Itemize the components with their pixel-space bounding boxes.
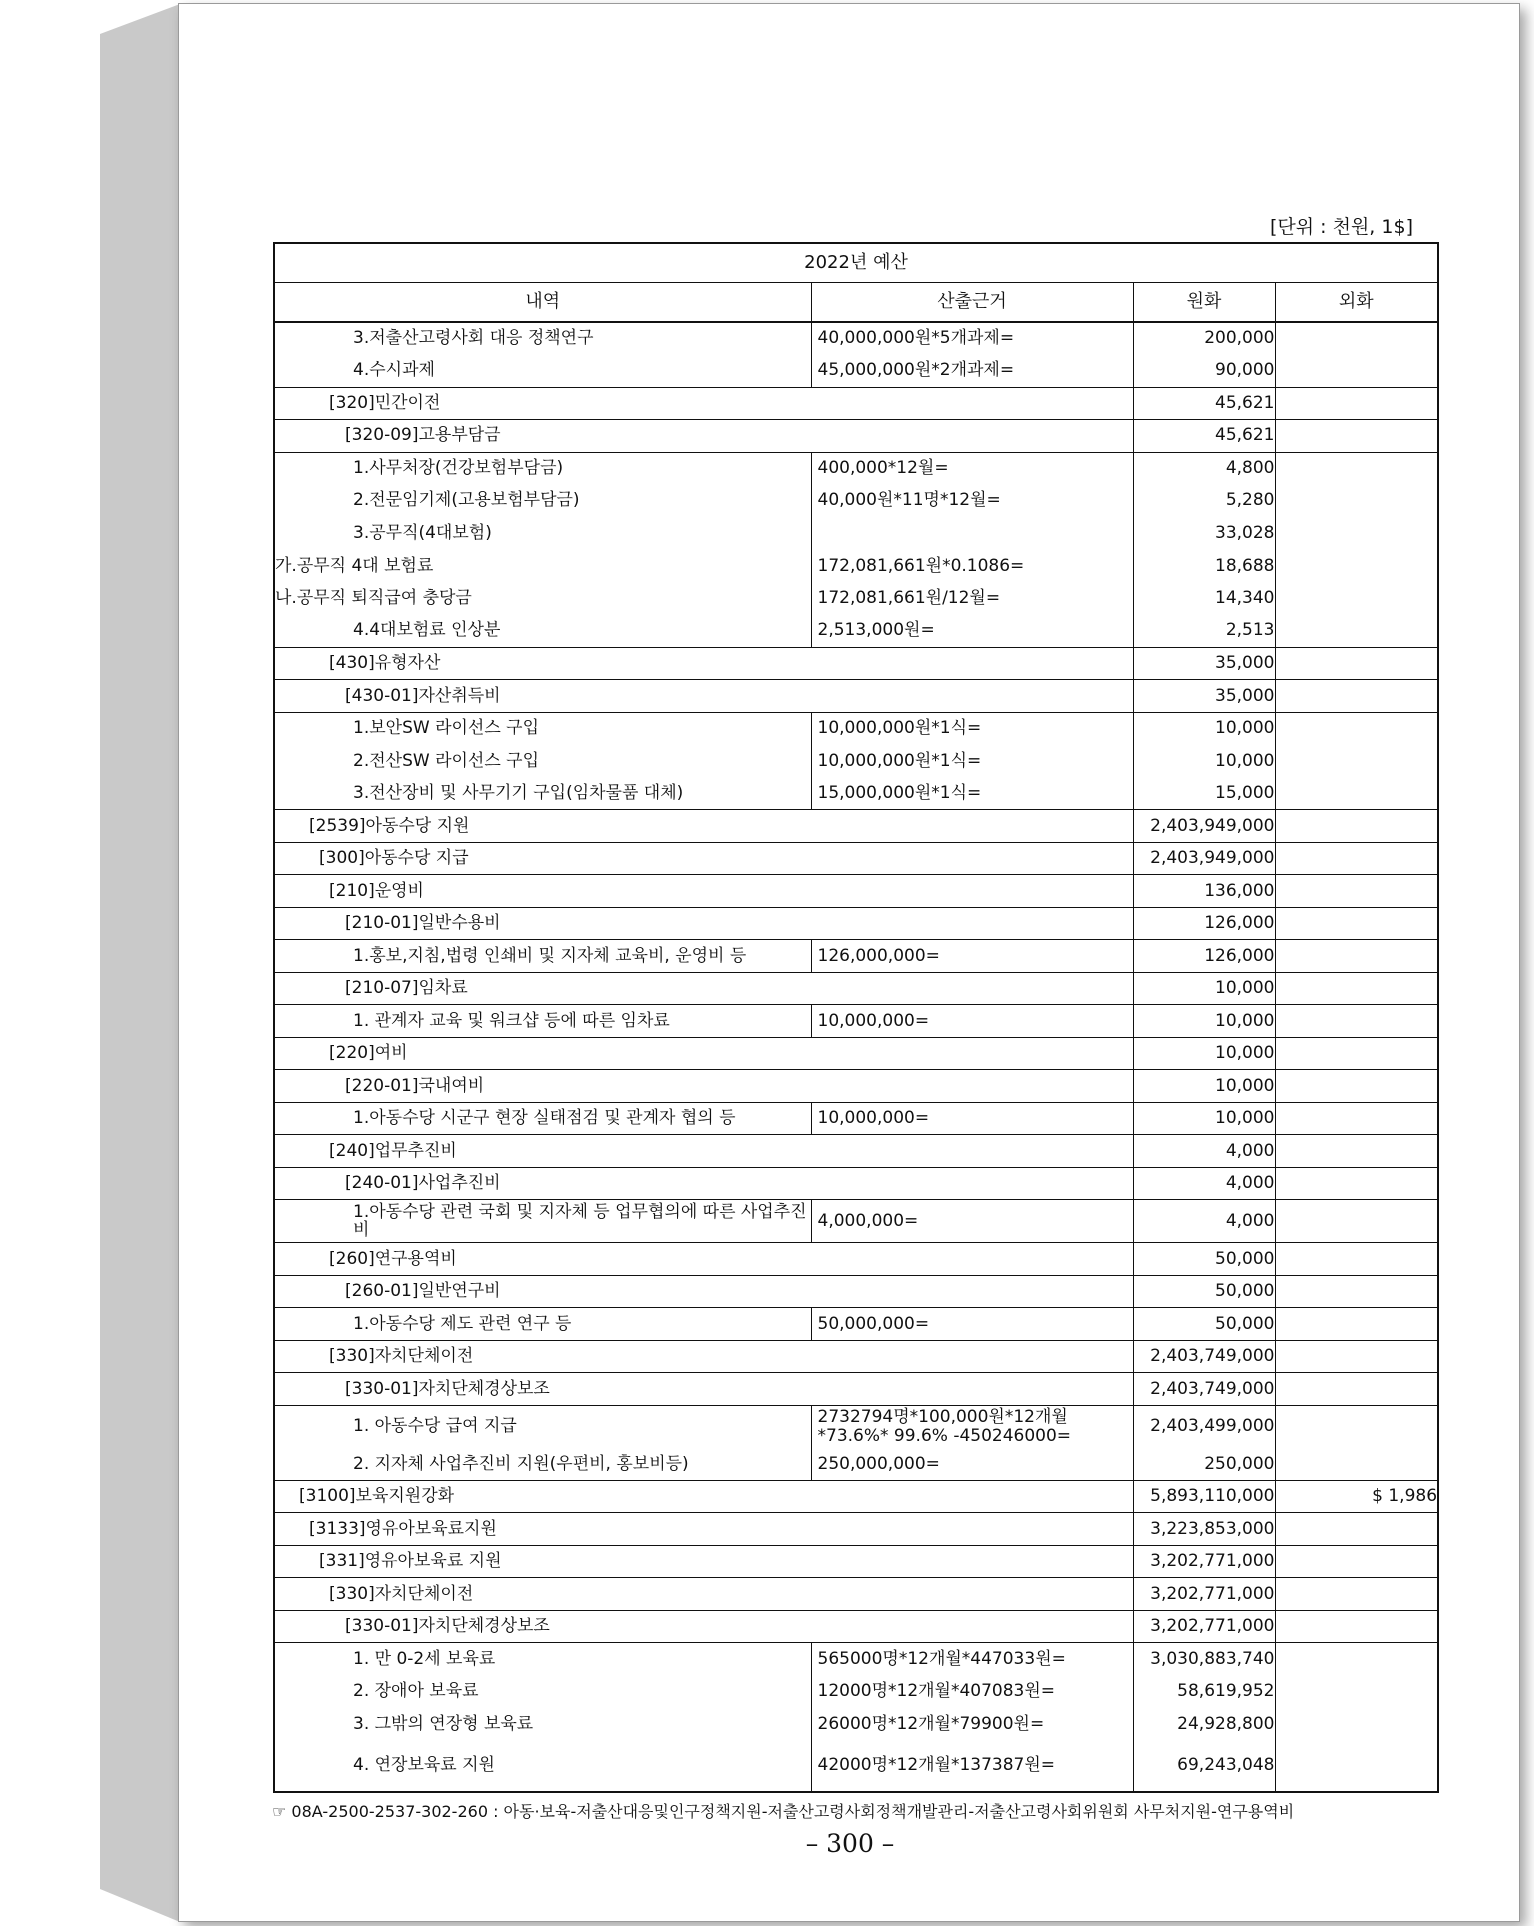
row-description: 가.공무직 4대 보험료 — [275, 555, 434, 576]
row-basis: 172,081,661원/12월= — [811, 582, 1133, 615]
table-row — [274, 1070, 1438, 1103]
row-basis: 250,000,000= — [811, 1448, 1133, 1481]
row-krw-amount: 3,030,883,740 — [1133, 1643, 1275, 1676]
row-foreign-amount — [1275, 1578, 1438, 1611]
row-krw-amount: 2,403,749,000 — [1133, 1340, 1275, 1373]
column-header-foreign: 외화 — [1275, 283, 1438, 323]
row-description: [330-01]자치단체경상보조 — [274, 1610, 1133, 1643]
row-description: [320-09]고용부담금 — [274, 420, 1133, 453]
row-foreign-amount — [1275, 745, 1438, 778]
row-description: [220]여비 — [274, 1037, 1133, 1070]
row-foreign-amount — [1275, 485, 1438, 518]
row-description: [300]아동수당 지급 — [274, 842, 1133, 875]
row-krw-amount: 5,893,110,000 — [1133, 1480, 1275, 1513]
row-foreign-amount — [1275, 420, 1438, 453]
row-basis: 400,000*12월= — [811, 452, 1133, 485]
row-basis: 10,000,000= — [811, 1005, 1133, 1038]
book-spine — [100, 4, 180, 1922]
row-description: 4.수시과제 — [353, 360, 435, 381]
row-krw-amount: 10,000 — [1133, 972, 1275, 1005]
row-foreign-amount — [1275, 1200, 1438, 1243]
row-krw-amount: 126,000 — [1133, 940, 1275, 973]
table-row — [274, 745, 1438, 778]
row-basis: 50,000,000= — [811, 1308, 1133, 1341]
row-foreign-amount — [1275, 1005, 1438, 1038]
row-foreign-amount — [1275, 1708, 1438, 1741]
row-description: [260-01]일반연구비 — [274, 1275, 1133, 1308]
row-basis: 45,000,000원*2개과제= — [811, 355, 1133, 388]
row-krw-amount: 3,202,771,000 — [1133, 1578, 1275, 1611]
row-krw-amount: 90,000 — [1133, 355, 1275, 388]
table-row — [274, 1200, 1438, 1243]
table-row — [274, 1167, 1438, 1200]
table-row — [274, 615, 1438, 648]
row-description: [430-01]자산취득비 — [274, 680, 1133, 713]
row-krw-amount: 50,000 — [1133, 1308, 1275, 1341]
row-foreign-amount — [1275, 680, 1438, 713]
row-description: 1.아동수당 제도 관련 연구 등 — [274, 1308, 811, 1341]
row-foreign-amount — [1275, 647, 1438, 680]
budget-table — [273, 242, 1439, 1793]
row-description: 1. 관계자 교육 및 워크샵 등에 따른 임차료 — [274, 1005, 811, 1038]
table-row — [274, 777, 1438, 810]
row-krw-amount: 126,000 — [1133, 907, 1275, 940]
table-row — [274, 1243, 1438, 1276]
table-row — [274, 550, 1438, 583]
row-description: [330]자치단체이전 — [274, 1578, 1133, 1611]
row-foreign-amount — [1275, 1135, 1438, 1168]
row-krw-amount: 5,280 — [1133, 485, 1275, 518]
row-foreign-amount — [1275, 1675, 1438, 1708]
table-row — [274, 1135, 1438, 1168]
row-krw-amount: 250,000 — [1133, 1448, 1275, 1481]
row-krw-amount: 2,403,949,000 — [1133, 810, 1275, 843]
row-basis: 2,513,000원= — [811, 615, 1133, 648]
row-basis: 126,000,000= — [811, 940, 1133, 973]
budget-table-body — [274, 322, 1438, 1792]
row-foreign-amount — [1275, 615, 1438, 648]
row-description: 2. 지자체 사업추진비 지원(우편비, 홍보비등) — [353, 1453, 689, 1474]
table-row — [274, 1340, 1438, 1373]
row-description: [331]영유아보육료 지원 — [274, 1545, 1133, 1578]
row-foreign-amount — [1275, 712, 1438, 745]
row-description: [330]자치단체이전 — [274, 1340, 1133, 1373]
row-krw-amount: 4,000 — [1133, 1167, 1275, 1200]
row-description: [3100]보육지원강화 — [274, 1480, 1133, 1513]
row-basis: 40,000원*11명*12월= — [811, 485, 1133, 518]
row-basis: 42000명*12개월*137387원= — [811, 1741, 1133, 1792]
row-krw-amount: 200,000 — [1133, 322, 1275, 355]
table-row — [274, 1275, 1438, 1308]
table-row — [274, 1405, 1438, 1448]
row-basis: 10,000,000원*1식= — [811, 712, 1133, 745]
row-krw-amount: 2,513 — [1133, 615, 1275, 648]
row-foreign-amount — [1275, 1243, 1438, 1276]
column-header-basis: 산출근거 — [811, 283, 1133, 323]
row-foreign-amount — [1275, 1070, 1438, 1103]
row-foreign-amount — [1275, 1448, 1438, 1481]
row-description: [220-01]국내여비 — [274, 1070, 1133, 1103]
row-description: 1.사무처장(건강보험부담금) — [274, 452, 811, 485]
table-row — [274, 875, 1438, 908]
row-foreign-amount — [1275, 940, 1438, 973]
row-basis: 15,000,000원*1식= — [811, 777, 1133, 810]
row-description: [240-01]사업추진비 — [274, 1167, 1133, 1200]
table-row — [274, 1308, 1438, 1341]
row-description: 3.전산장비 및 사무기기 구입(임차물품 대체) — [353, 782, 684, 803]
row-description: [260]연구용역비 — [274, 1243, 1133, 1276]
table-row — [274, 420, 1438, 453]
row-foreign-amount — [1275, 1643, 1438, 1676]
table-row — [274, 322, 1438, 355]
row-foreign-amount — [1275, 842, 1438, 875]
footnote: ☞ 08A-2500-2537-302-260 : 아동·보육-저출산대응및인구정책지원-저출산고령사회정책개발관리-저출산고령사회위원회 사무처지원-연구용역비 — [272, 1802, 1295, 1821]
row-foreign-amount — [1275, 1610, 1438, 1643]
row-krw-amount: 24,928,800 — [1133, 1708, 1275, 1741]
table-row — [274, 582, 1438, 615]
row-basis: 10,000,000원*1식= — [811, 745, 1133, 778]
row-krw-amount: 10,000 — [1133, 1005, 1275, 1038]
row-krw-amount: 3,223,853,000 — [1133, 1513, 1275, 1546]
row-krw-amount: 2,403,749,000 — [1133, 1373, 1275, 1406]
row-foreign-amount — [1275, 972, 1438, 1005]
row-krw-amount: 69,243,048 — [1133, 1741, 1275, 1792]
row-description: 4.4대보험료 인상분 — [353, 620, 501, 641]
row-krw-amount: 33,028 — [1133, 517, 1275, 550]
row-foreign-amount — [1275, 355, 1438, 388]
row-krw-amount: 3,202,771,000 — [1133, 1610, 1275, 1643]
table-row — [274, 842, 1438, 875]
row-foreign-amount — [1275, 550, 1438, 583]
row-krw-amount: 4,000 — [1133, 1135, 1275, 1168]
row-description: 1.아동수당 관련 국회 및 지자체 등 업무협의에 따른 사업추진비 — [274, 1200, 811, 1243]
row-basis: 10,000,000= — [811, 1102, 1133, 1135]
row-krw-amount: 50,000 — [1133, 1243, 1275, 1276]
row-foreign-amount — [1275, 1545, 1438, 1578]
row-description: [330-01]자치단체경상보조 — [274, 1373, 1133, 1406]
row-description: [210-07]임차료 — [274, 972, 1133, 1005]
table-row — [274, 1373, 1438, 1406]
year-header: 2022년 예산 — [274, 243, 1438, 283]
row-foreign-amount — [1275, 582, 1438, 615]
row-krw-amount: 4,800 — [1133, 452, 1275, 485]
table-row — [274, 1480, 1438, 1513]
row-description: 2. 장애아 보육료 — [353, 1681, 479, 1702]
table-row — [274, 1708, 1438, 1741]
row-description: 1.보안SW 라이선스 구입 — [274, 712, 811, 745]
row-description: 4. 연장보육료 지원 — [353, 1755, 495, 1776]
row-krw-amount: 10,000 — [1133, 1070, 1275, 1103]
row-basis: 172,081,661원*0.1086= — [811, 550, 1133, 583]
table-row — [274, 940, 1438, 973]
row-krw-amount: 58,619,952 — [1133, 1675, 1275, 1708]
row-description: [430]유형자산 — [274, 647, 1133, 680]
row-description: [210]운영비 — [274, 875, 1133, 908]
row-krw-amount: 4,000 — [1133, 1200, 1275, 1243]
row-foreign-amount — [1275, 907, 1438, 940]
row-basis: 2732794명*100,000원*12개월*73.6%* 99.6% -450246000= — [811, 1405, 1133, 1448]
row-foreign-amount — [1275, 1037, 1438, 1070]
row-krw-amount: 15,000 — [1133, 777, 1275, 810]
row-krw-amount: 2,403,499,000 — [1133, 1405, 1275, 1448]
row-description: 1. 만 0-2세 보육료 — [274, 1643, 811, 1676]
row-basis: 12000명*12개월*407083원= — [811, 1675, 1133, 1708]
row-krw-amount: 50,000 — [1133, 1275, 1275, 1308]
table-row — [274, 517, 1438, 550]
table-row — [274, 1448, 1438, 1481]
row-krw-amount: 14,340 — [1133, 582, 1275, 615]
row-krw-amount: 35,000 — [1133, 680, 1275, 713]
table-row — [274, 1741, 1438, 1792]
table-row — [274, 355, 1438, 388]
row-description: [2539]아동수당 지원 — [274, 810, 1133, 843]
row-krw-amount: 136,000 — [1133, 875, 1275, 908]
table-row — [274, 810, 1438, 843]
unit-label: [단위 : 천원, 1$] — [1270, 216, 1413, 238]
row-krw-amount: 18,688 — [1133, 550, 1275, 583]
row-foreign-amount — [1275, 1340, 1438, 1373]
table-row — [274, 1545, 1438, 1578]
row-foreign-amount: $ 1,986 — [1275, 1480, 1438, 1513]
row-foreign-amount — [1275, 1373, 1438, 1406]
row-description: 1.홍보,지침,법령 인쇄비 및 지자체 교육비, 운영비 등 — [274, 940, 811, 973]
row-krw-amount: 35,000 — [1133, 647, 1275, 680]
table-row — [274, 452, 1438, 485]
row-description: 1.아동수당 시군구 현장 실태점검 및 관계자 협의 등 — [274, 1102, 811, 1135]
row-foreign-amount — [1275, 810, 1438, 843]
row-description: [240]업무추진비 — [274, 1135, 1133, 1168]
column-header-krw: 원화 — [1133, 283, 1275, 323]
row-foreign-amount — [1275, 1102, 1438, 1135]
row-foreign-amount — [1275, 1275, 1438, 1308]
table-row — [274, 647, 1438, 680]
row-description: [320]민간이전 — [274, 387, 1133, 420]
table-row — [274, 1578, 1438, 1611]
row-foreign-amount — [1275, 1308, 1438, 1341]
row-krw-amount: 2,403,949,000 — [1133, 842, 1275, 875]
table-row — [274, 1102, 1438, 1135]
table-row — [274, 1643, 1438, 1676]
table-row — [274, 1675, 1438, 1708]
table-row — [274, 712, 1438, 745]
row-krw-amount: 45,621 — [1133, 420, 1275, 453]
table-row — [274, 387, 1438, 420]
row-krw-amount: 45,621 — [1133, 387, 1275, 420]
row-foreign-amount — [1275, 777, 1438, 810]
row-krw-amount: 10,000 — [1133, 1037, 1275, 1070]
row-foreign-amount — [1275, 517, 1438, 550]
row-krw-amount: 10,000 — [1133, 745, 1275, 778]
row-foreign-amount — [1275, 452, 1438, 485]
row-basis: 26000명*12개월*79900원= — [811, 1708, 1133, 1741]
table-row — [274, 1037, 1438, 1070]
table-row — [274, 1005, 1438, 1038]
table-row — [274, 680, 1438, 713]
row-foreign-amount — [1275, 1513, 1438, 1546]
row-foreign-amount — [1275, 1405, 1438, 1448]
row-description: 2.전산SW 라이선스 구입 — [353, 750, 540, 771]
row-foreign-amount — [1275, 322, 1438, 355]
row-description: 3.저출산고령사회 대응 정책연구 — [353, 328, 594, 349]
page-number: – 300 – — [805, 1829, 895, 1858]
row-krw-amount: 3,202,771,000 — [1133, 1545, 1275, 1578]
table-row — [274, 972, 1438, 1005]
row-description: 1. 아동수당 급여 지급 — [274, 1405, 811, 1448]
row-description: 나.공무직 퇴직급여 충당금 — [275, 588, 472, 609]
table-row — [274, 1513, 1438, 1546]
row-description: 3. 그밖의 연장형 보육료 — [353, 1713, 534, 1734]
row-description: 3.공무직(4대보험) — [353, 523, 492, 543]
table-row — [274, 1610, 1438, 1643]
row-foreign-amount — [1275, 387, 1438, 420]
row-basis: 4,000,000= — [811, 1200, 1133, 1243]
row-foreign-amount — [1275, 1741, 1438, 1792]
row-krw-amount: 10,000 — [1133, 712, 1275, 745]
column-header-description: 내역 — [274, 283, 811, 323]
row-basis: 565000명*12개월*447033원= — [811, 1643, 1133, 1676]
row-foreign-amount — [1275, 875, 1438, 908]
row-basis — [811, 517, 1133, 550]
row-description: [3133]영유아보육료지원 — [274, 1513, 1133, 1546]
row-description: 2.전문임기제(고용보험부담금) — [353, 490, 580, 511]
row-krw-amount: 10,000 — [1133, 1102, 1275, 1135]
table-row — [274, 485, 1438, 518]
row-foreign-amount — [1275, 1167, 1438, 1200]
row-description: [210-01]일반수용비 — [274, 907, 1133, 940]
row-basis: 40,000,000원*5개과제= — [811, 322, 1133, 355]
table-row — [274, 907, 1438, 940]
